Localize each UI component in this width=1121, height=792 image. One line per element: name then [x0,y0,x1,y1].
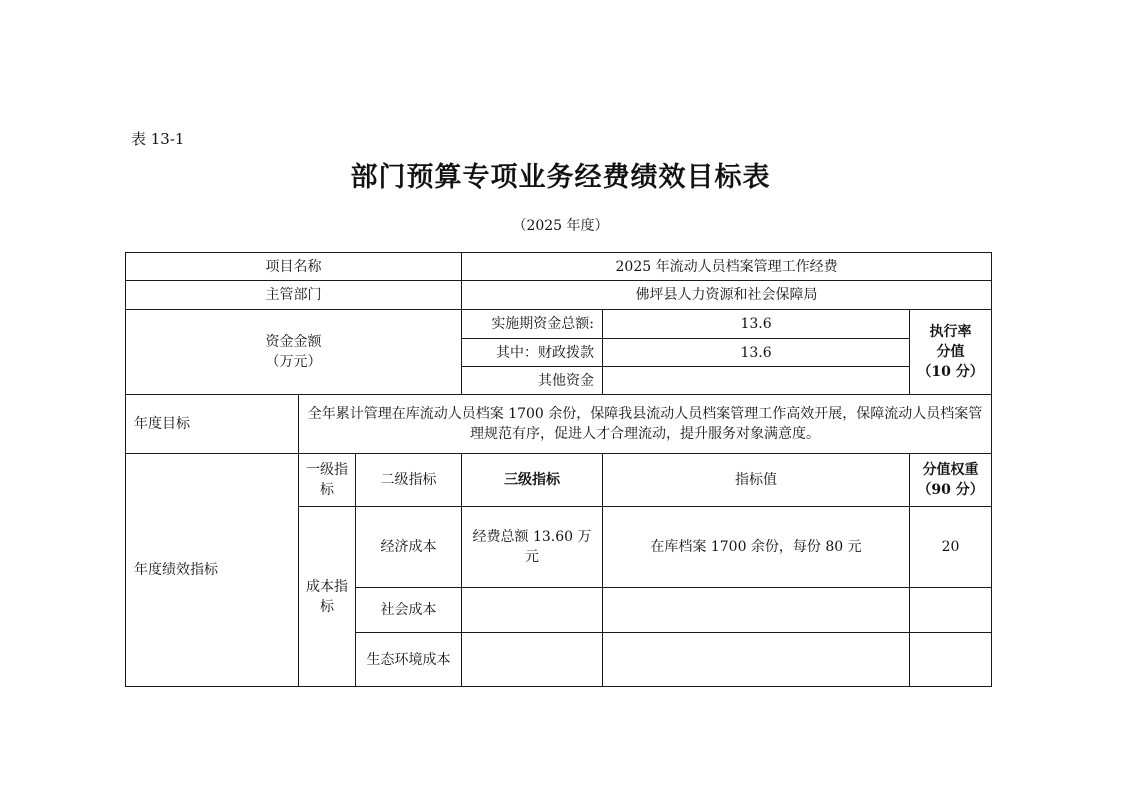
level3-indicator [462,588,603,633]
project-name-row [126,253,992,281]
fund-total-label: 实施期资金总额: [462,310,603,339]
fund-total-value: 13.6 [603,310,910,339]
level2-indicator: 社会成本 [356,588,462,633]
level3-indicator: 经费总额 13.60 万元 [462,507,603,588]
fund-amount-label [126,310,462,395]
col-indicator-value-header: 指标值 [603,454,910,507]
level1-cost-indicator: 成本指标 [299,507,356,687]
fund-amount-label-line1: 资金金额 [265,334,322,350]
department-row [126,281,992,310]
fiscal-allocation-label: 其中：财政拨款 [462,339,603,367]
execution-rate-line1: 执行率 [929,324,972,340]
col-weight-header [910,454,992,507]
performance-target-table [125,252,992,687]
table-number-label: 表 13-1 [131,130,185,148]
project-name-label: 项目名称 [126,253,462,281]
indicator-weight [910,588,992,633]
fund-total-row [126,310,992,339]
annual-goal-label: 年度目标 [126,395,299,454]
col-weight-header-line2: （90 分） [917,482,984,498]
fiscal-year-label: （2025 年度） [512,218,609,234]
col-level2-header: 二级指标 [356,454,462,507]
other-funds-label: 其他资金 [462,367,603,395]
other-funds-value [603,367,910,395]
department-value: 佛坪县人力资源和社会保障局 [462,281,992,310]
indicator-weight [910,633,992,687]
indicator-value [603,588,910,633]
execution-rate-line2: 分值 [936,344,965,360]
annual-goal-text: 全年累计管理在库流动人员档案 1700 余份，保障我县流动人员档案管理工作高效开展，保障流动人员档案管理规范有序，促进人才合理流动，提升服务对象满意度。 [299,395,992,454]
execution-rate-score [910,310,992,395]
col-level1-header: 一级指标 [299,454,356,507]
page-title: 部门预算专项业务经费绩效目标表 [350,162,771,193]
department-label: 主管部门 [126,281,462,310]
annual-indicators-label: 年度绩效指标 [126,454,299,687]
fund-amount-unit: （万元） [265,354,322,370]
project-name-value: 2025 年流动人员档案管理工作经费 [462,253,992,281]
fiscal-allocation-value: 13.6 [603,339,910,367]
indicator-value: 在库档案 1700 余份，每份 80 元 [603,507,910,588]
indicator-header-row [126,454,992,507]
level3-indicator [462,633,603,687]
indicator-value [603,633,910,687]
col-weight-header-line1: 分值权重 [922,462,979,478]
col-level3-header: 三级指标 [462,454,603,507]
execution-rate-line3: （10 分） [917,364,984,380]
level2-indicator: 生态环境成本 [356,633,462,687]
level2-indicator: 经济成本 [356,507,462,588]
indicator-weight: 20 [910,507,992,588]
annual-goal-row [126,395,992,454]
